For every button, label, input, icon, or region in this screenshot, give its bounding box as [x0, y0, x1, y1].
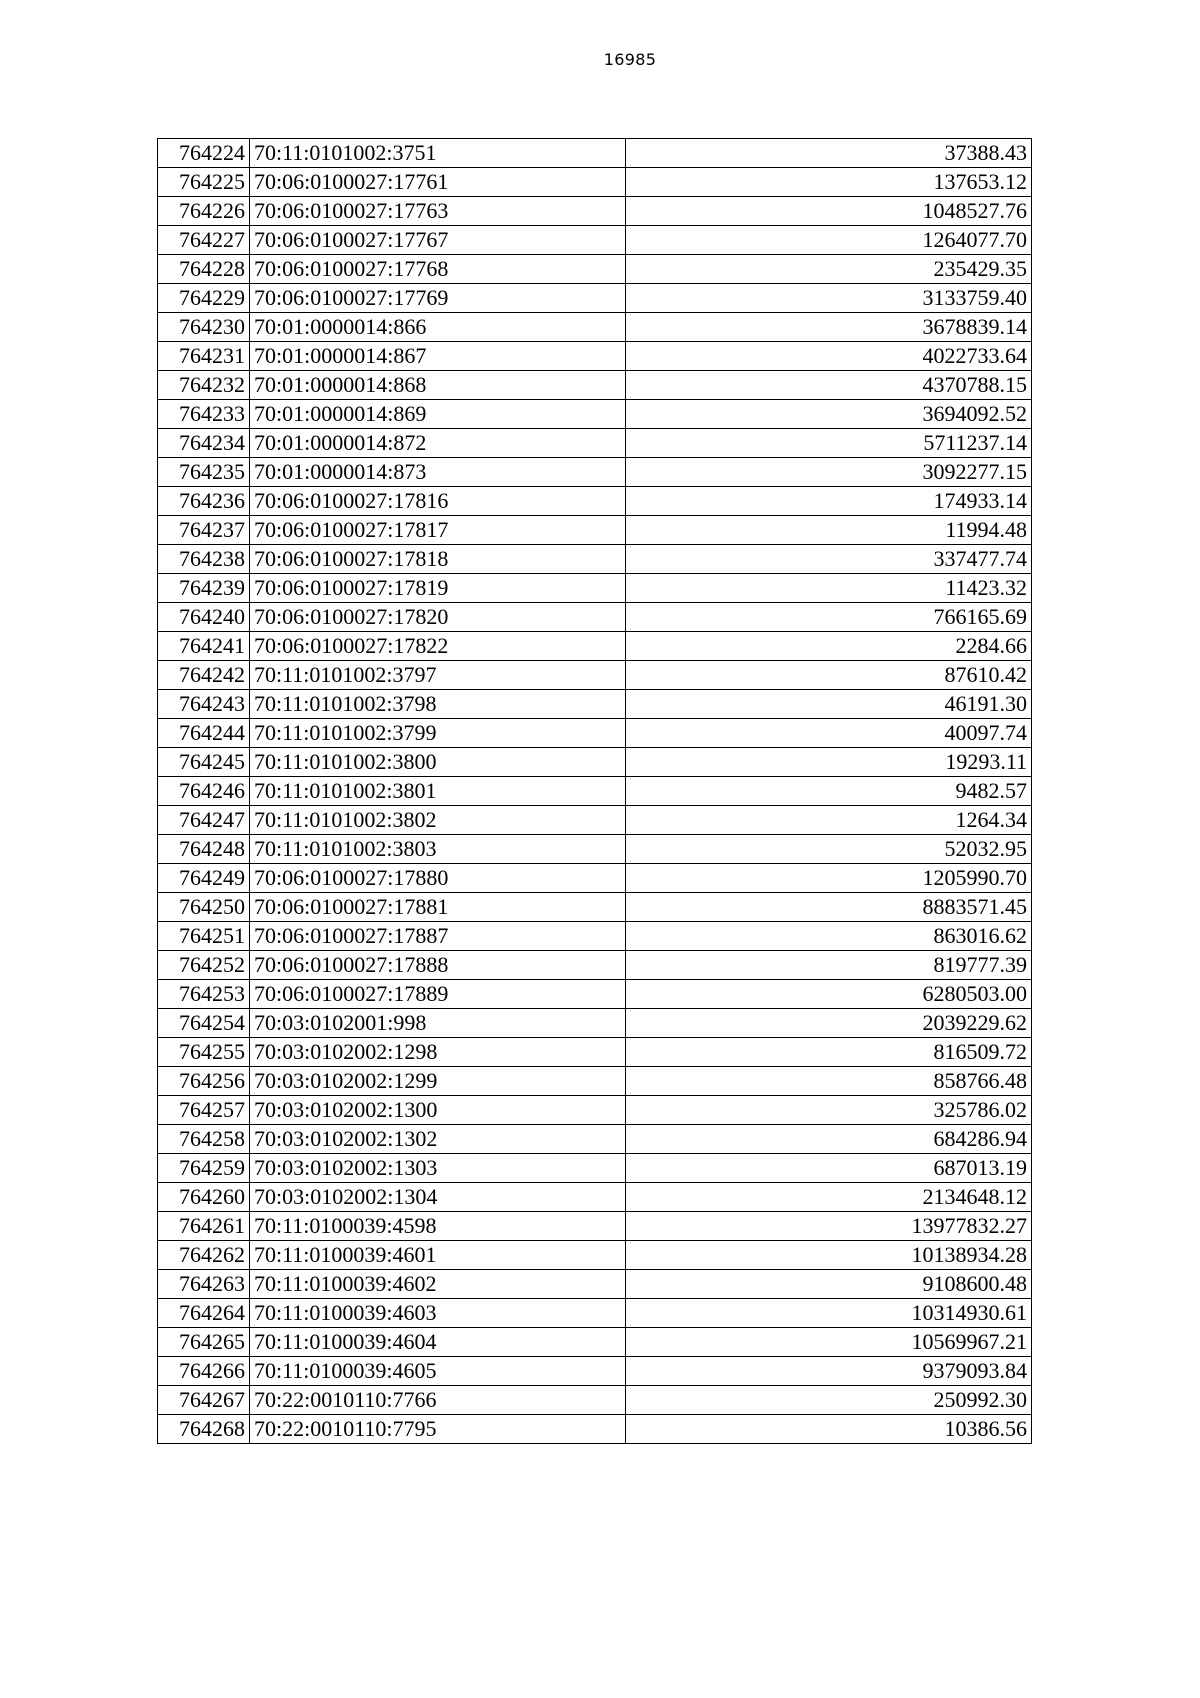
- table-body: [158, 139, 1032, 1444]
- value-cell: 1205990.70: [626, 864, 1032, 893]
- row-id-cell: 764242: [158, 661, 250, 690]
- table-row: [158, 777, 1032, 806]
- value-cell: 9482.57: [626, 777, 1032, 806]
- table-row: [158, 545, 1032, 574]
- value-cell: 687013.19: [626, 1154, 1032, 1183]
- row-id-cell: 764243: [158, 690, 250, 719]
- table-row: [158, 922, 1032, 951]
- cadastral-number-cell: 70:03:0102002:1299: [250, 1067, 626, 1096]
- cadastral-number-cell: 70:11:0101002:3803: [250, 835, 626, 864]
- table-row: [158, 487, 1032, 516]
- value-cell: 52032.95: [626, 835, 1032, 864]
- cadastral-number-cell: 70:11:0101002:3797: [250, 661, 626, 690]
- table-row: [158, 197, 1032, 226]
- row-id-cell: 764224: [158, 139, 250, 168]
- value-cell: 766165.69: [626, 603, 1032, 632]
- value-cell: 3092277.15: [626, 458, 1032, 487]
- cadastral-number-cell: 70:11:0101002:3799: [250, 719, 626, 748]
- value-cell: 137653.12: [626, 168, 1032, 197]
- value-cell: 6280503.00: [626, 980, 1032, 1009]
- value-cell: 2284.66: [626, 632, 1032, 661]
- row-id-cell: 764252: [158, 951, 250, 980]
- row-id-cell: 764240: [158, 603, 250, 632]
- value-cell: 1048527.76: [626, 197, 1032, 226]
- table-row: [158, 1299, 1032, 1328]
- row-id-cell: 764253: [158, 980, 250, 1009]
- row-id-cell: 764226: [158, 197, 250, 226]
- value-cell: 858766.48: [626, 1067, 1032, 1096]
- cadastral-number-cell: 70:03:0102002:1300: [250, 1096, 626, 1125]
- row-id-cell: 764264: [158, 1299, 250, 1328]
- cadastral-number-cell: 70:06:0100027:17769: [250, 284, 626, 313]
- cadastral-number-cell: 70:01:0000014:869: [250, 400, 626, 429]
- table-row: [158, 980, 1032, 1009]
- row-id-cell: 764247: [158, 806, 250, 835]
- row-id-cell: 764256: [158, 1067, 250, 1096]
- table-row: [158, 1241, 1032, 1270]
- table-row: [158, 226, 1032, 255]
- value-cell: 40097.74: [626, 719, 1032, 748]
- table-row: [158, 284, 1032, 313]
- table-row: [158, 1038, 1032, 1067]
- value-cell: 816509.72: [626, 1038, 1032, 1067]
- table-row: [158, 893, 1032, 922]
- value-cell: 1264077.70: [626, 226, 1032, 255]
- row-id-cell: 764228: [158, 255, 250, 284]
- value-cell: 174933.14: [626, 487, 1032, 516]
- row-id-cell: 764255: [158, 1038, 250, 1067]
- row-id-cell: 764239: [158, 574, 250, 603]
- table-row: [158, 603, 1032, 632]
- cadastral-number-cell: 70:06:0100027:17816: [250, 487, 626, 516]
- value-cell: 1264.34: [626, 806, 1032, 835]
- cadastral-number-cell: 70:06:0100027:17820: [250, 603, 626, 632]
- row-id-cell: 764237: [158, 516, 250, 545]
- value-cell: 13977832.27: [626, 1212, 1032, 1241]
- row-id-cell: 764259: [158, 1154, 250, 1183]
- table-row: [158, 806, 1032, 835]
- cadastral-number-cell: 70:01:0000014:868: [250, 371, 626, 400]
- cadastral-number-cell: 70:06:0100027:17888: [250, 951, 626, 980]
- table-row: [158, 400, 1032, 429]
- row-id-cell: 764225: [158, 168, 250, 197]
- table-row: [158, 748, 1032, 777]
- table-row: [158, 458, 1032, 487]
- row-id-cell: 764233: [158, 400, 250, 429]
- row-id-cell: 764231: [158, 342, 250, 371]
- cadastral-number-cell: 70:06:0100027:17822: [250, 632, 626, 661]
- table-row: [158, 1125, 1032, 1154]
- value-cell: 3678839.14: [626, 313, 1032, 342]
- cadastral-number-cell: 70:11:0100039:4603: [250, 1299, 626, 1328]
- value-cell: 10386.56: [626, 1415, 1032, 1444]
- row-id-cell: 764254: [158, 1009, 250, 1038]
- value-cell: 819777.39: [626, 951, 1032, 980]
- row-id-cell: 764227: [158, 226, 250, 255]
- table-row: [158, 1415, 1032, 1444]
- value-cell: 5711237.14: [626, 429, 1032, 458]
- row-id-cell: 764249: [158, 864, 250, 893]
- row-id-cell: 764258: [158, 1125, 250, 1154]
- row-id-cell: 764244: [158, 719, 250, 748]
- table-row: [158, 951, 1032, 980]
- cadastral-number-cell: 70:22:0010110:7795: [250, 1415, 626, 1444]
- cadastral-number-cell: 70:06:0100027:17768: [250, 255, 626, 284]
- table-row: [158, 835, 1032, 864]
- row-id-cell: 764267: [158, 1386, 250, 1415]
- cadastral-number-cell: 70:03:0102002:1304: [250, 1183, 626, 1212]
- table-row: [158, 864, 1032, 893]
- value-cell: 11994.48: [626, 516, 1032, 545]
- cadastral-number-cell: 70:06:0100027:17819: [250, 574, 626, 603]
- row-id-cell: 764245: [158, 748, 250, 777]
- cadastral-number-cell: 70:06:0100027:17818: [250, 545, 626, 574]
- cadastral-number-cell: 70:06:0100027:17889: [250, 980, 626, 1009]
- cadastral-number-cell: 70:06:0100027:17767: [250, 226, 626, 255]
- cadastral-number-cell: 70:06:0100027:17817: [250, 516, 626, 545]
- row-id-cell: 764262: [158, 1241, 250, 1270]
- table-row: [158, 574, 1032, 603]
- value-cell: 3694092.52: [626, 400, 1032, 429]
- table-row: [158, 1386, 1032, 1415]
- cadastral-number-cell: 70:11:0100039:4605: [250, 1357, 626, 1386]
- row-id-cell: 764268: [158, 1415, 250, 1444]
- cadastral-number-cell: 70:11:0100039:4598: [250, 1212, 626, 1241]
- value-cell: 9108600.48: [626, 1270, 1032, 1299]
- page-number: 16985: [603, 50, 657, 69]
- value-cell: 8883571.45: [626, 893, 1032, 922]
- table-row: [158, 1328, 1032, 1357]
- cadastral-number-cell: 70:01:0000014:866: [250, 313, 626, 342]
- row-id-cell: 764230: [158, 313, 250, 342]
- value-cell: 46191.30: [626, 690, 1032, 719]
- cadastral-number-cell: 70:03:0102001:998: [250, 1009, 626, 1038]
- value-cell: 10569967.21: [626, 1328, 1032, 1357]
- table-row: [158, 313, 1032, 342]
- cadastral-number-cell: 70:06:0100027:17881: [250, 893, 626, 922]
- row-id-cell: 764232: [158, 371, 250, 400]
- table-row: [158, 139, 1032, 168]
- value-cell: 337477.74: [626, 545, 1032, 574]
- row-id-cell: 764241: [158, 632, 250, 661]
- table-row: [158, 1096, 1032, 1125]
- table-row: [158, 516, 1032, 545]
- cadastral-number-cell: 70:11:0101002:3802: [250, 806, 626, 835]
- cadastral-number-cell: 70:11:0101002:3800: [250, 748, 626, 777]
- row-id-cell: 764257: [158, 1096, 250, 1125]
- value-cell: 684286.94: [626, 1125, 1032, 1154]
- value-cell: 4022733.64: [626, 342, 1032, 371]
- value-cell: 19293.11: [626, 748, 1032, 777]
- value-cell: 2039229.62: [626, 1009, 1032, 1038]
- cadastral-number-cell: 70:11:0101002:3751: [250, 139, 626, 168]
- value-cell: 325786.02: [626, 1096, 1032, 1125]
- value-cell: 11423.32: [626, 574, 1032, 603]
- table-row: [158, 1009, 1032, 1038]
- cadastral-number-cell: 70:01:0000014:872: [250, 429, 626, 458]
- table-row: [158, 1270, 1032, 1299]
- row-id-cell: 764263: [158, 1270, 250, 1299]
- row-id-cell: 764266: [158, 1357, 250, 1386]
- cadastral-number-cell: 70:06:0100027:17887: [250, 922, 626, 951]
- cadastral-number-cell: 70:06:0100027:17763: [250, 197, 626, 226]
- cadastral-number-cell: 70:03:0102002:1298: [250, 1038, 626, 1067]
- cadastral-number-cell: 70:01:0000014:873: [250, 458, 626, 487]
- value-cell: 4370788.15: [626, 371, 1032, 400]
- value-cell: 10138934.28: [626, 1241, 1032, 1270]
- value-cell: 37388.43: [626, 139, 1032, 168]
- value-cell: 250992.30: [626, 1386, 1032, 1415]
- value-cell: 9379093.84: [626, 1357, 1032, 1386]
- table-row: [158, 255, 1032, 284]
- cadastral-number-cell: 70:01:0000014:867: [250, 342, 626, 371]
- data-table: [157, 138, 1032, 1444]
- value-cell: 2134648.12: [626, 1183, 1032, 1212]
- row-id-cell: 764248: [158, 835, 250, 864]
- cadastral-number-cell: 70:06:0100027:17761: [250, 168, 626, 197]
- cadastral-number-cell: 70:11:0100039:4601: [250, 1241, 626, 1270]
- table-row: [158, 342, 1032, 371]
- row-id-cell: 764260: [158, 1183, 250, 1212]
- table-row: [158, 371, 1032, 400]
- row-id-cell: 764229: [158, 284, 250, 313]
- cadastral-number-cell: 70:22:0010110:7766: [250, 1386, 626, 1415]
- cadastral-number-cell: 70:03:0102002:1302: [250, 1125, 626, 1154]
- cadastral-number-cell: 70:11:0101002:3798: [250, 690, 626, 719]
- cadastral-number-cell: 70:03:0102002:1303: [250, 1154, 626, 1183]
- value-cell: 87610.42: [626, 661, 1032, 690]
- table-row: [158, 1183, 1032, 1212]
- table-row: [158, 1357, 1032, 1386]
- cadastral-number-cell: 70:11:0100039:4604: [250, 1328, 626, 1357]
- cadastral-number-cell: 70:06:0100027:17880: [250, 864, 626, 893]
- row-id-cell: 764234: [158, 429, 250, 458]
- table-row: [158, 661, 1032, 690]
- value-cell: 10314930.61: [626, 1299, 1032, 1328]
- row-id-cell: 764246: [158, 777, 250, 806]
- row-id-cell: 764261: [158, 1212, 250, 1241]
- row-id-cell: 764235: [158, 458, 250, 487]
- table-row: [158, 1212, 1032, 1241]
- row-id-cell: 764251: [158, 922, 250, 951]
- table-row: [158, 690, 1032, 719]
- row-id-cell: 764236: [158, 487, 250, 516]
- cadastral-number-cell: 70:11:0100039:4602: [250, 1270, 626, 1299]
- row-id-cell: 764238: [158, 545, 250, 574]
- table-row: [158, 1154, 1032, 1183]
- table-row: [158, 719, 1032, 748]
- table-row: [158, 429, 1032, 458]
- value-cell: 3133759.40: [626, 284, 1032, 313]
- value-cell: 863016.62: [626, 922, 1032, 951]
- table-row: [158, 632, 1032, 661]
- row-id-cell: 764250: [158, 893, 250, 922]
- table-row: [158, 1067, 1032, 1096]
- row-id-cell: 764265: [158, 1328, 250, 1357]
- table-row: [158, 168, 1032, 197]
- value-cell: 235429.35: [626, 255, 1032, 284]
- cadastral-number-cell: 70:11:0101002:3801: [250, 777, 626, 806]
